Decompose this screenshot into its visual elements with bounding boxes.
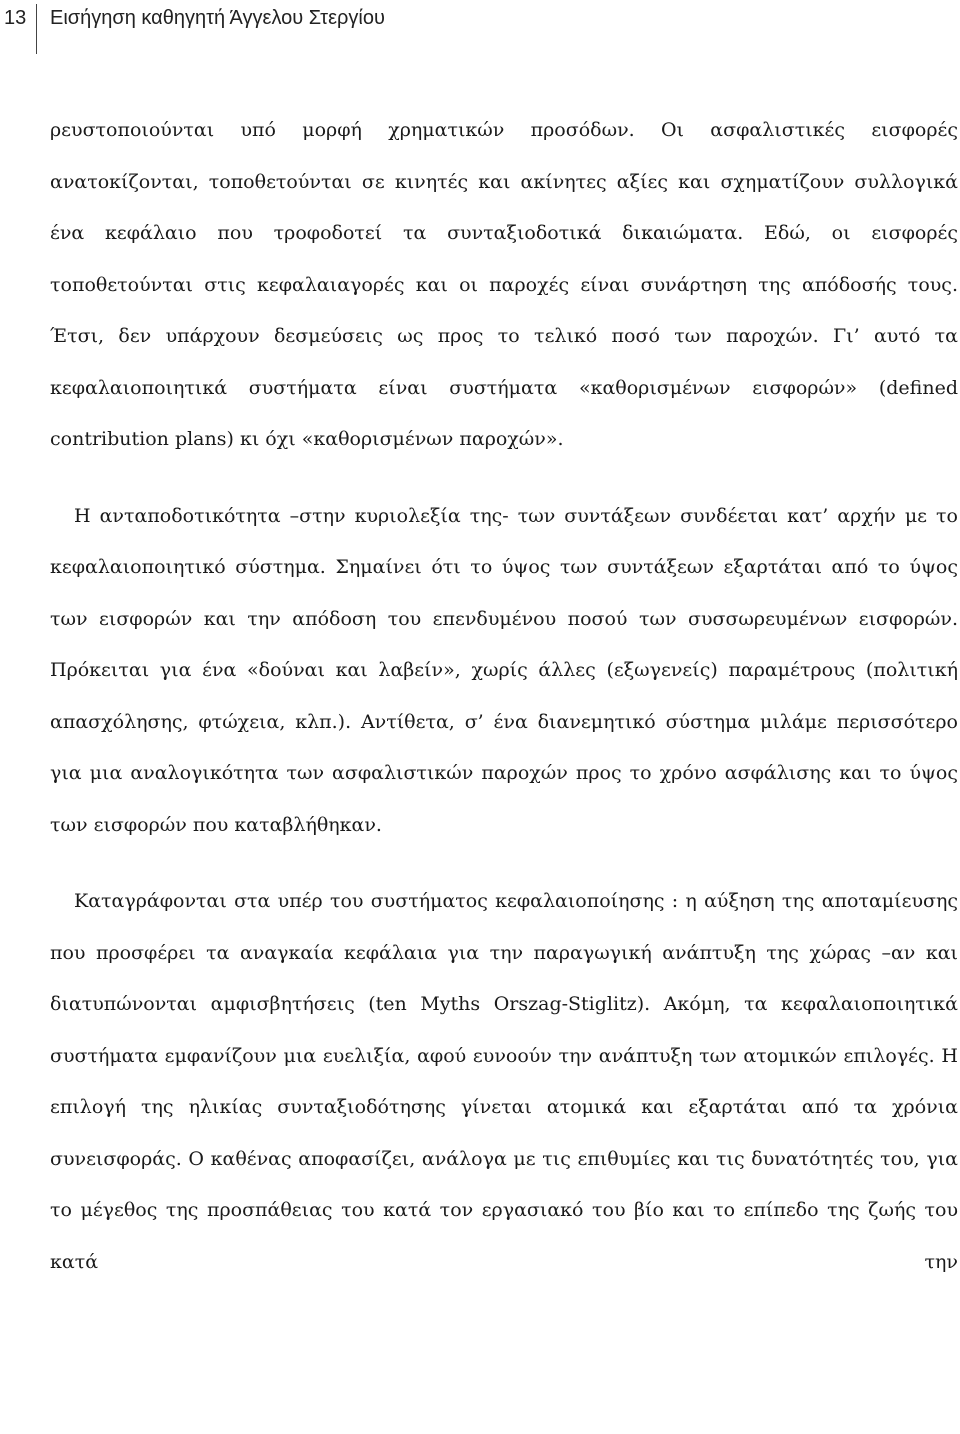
- page-header: [0, 0, 960, 56]
- header-divider: [36, 4, 37, 54]
- paragraph: Η ανταποδοτικότητα –στην κυριολεξία της- των συντάξεων συνδέεται κατ’ αρχήν με το κεφαλαιοποιητικό σύστημα. Σημαίνει ότι το ύψος των συντάξεων εξαρτάται από το ύψος των εισφορών και την απόδοση του επενδυμένου ποσού των συσσωρευμένων εισφορών. Πρόκειται για ένα «δούναι και λαβείν», χωρίς άλλες (εξωγενείς) παραμέτρους (πολιτική απασχόλησης, φτώχεια, κλπ.). Αντίθετα, σ’ ένα διανεμητικό σύστημα μιλάμε περισσότερο για μια αναλογικότητα των ασφαλιστικών παροχών προς το χρόνο ασφάλισης και το ύψος των εισφορών που καταβλήθηκαν.: [50, 504, 958, 836]
- paragraph: Καταγράφονται στα υπέρ του συστήματος κεφαλαιοποίησης : η αύξηση της αποταμίευσης που προσφέρει τα αναγκαία κεφάλαια για την παραγωγική ανάπτυξη της χώρας –αν και διατυπώνονται αμφισβητήσεις (ten Myths Orszag-Stiglitz). Ακόμη, τα κεφαλαιοποιητικά συστήματα εμφανίζουν μια ευελιξία, αφού ευνοούν την ανάπτυξη των ατομικών επιλογές. Η επιλογή της ηλικίας συνταξιοδότησης γίνεται ατομικά και εξαρτάται από τα χρόνια συνεισφοράς. Ο καθένας αποφασίζει, ανάλογα με τις επιθυμίες και τις δυνατότητές του, για το μέγεθος της προσπάθειας του κατά τον εργασιακό του βίο και το επίπεδο της ζωής του κατά την: [50, 890, 958, 1273]
- paragraph: ρευστοποιούνται υπό μορφή χρηματικών προσόδων. Οι ασφαλιστικές εισφορές ανατοκίζονται, τοποθετούνται σε κινητές και ακίνητες αξίες και σχηματίζουν συλλογικά ένα κεφάλαιο που τροφοδοτεί τα συνταξιοδοτικά δικαιώματα. Εδώ, οι εισφορές τοποθετούνται στις κεφαλαιαγορές και οι παροχές είναι συνάρτηση της απόδοσής τους. Έτσι, δεν υπάρχουν δεσμεύσεις ως προς το τελικό ποσό των παροχών. Γι’ αυτό τα κεφαλαιοποιητικά συστήματα είναι συστήματα «καθορισμένων εισφορών» (defined contribution plans) κι όχι «καθορισμένων παροχών».: [50, 119, 958, 450]
- document-body: [50, 105, 958, 1288]
- page-number: 13: [4, 7, 27, 29]
- running-title: Εισήγηση καθηγητή Άγγελου Στεργίου: [50, 7, 385, 29]
